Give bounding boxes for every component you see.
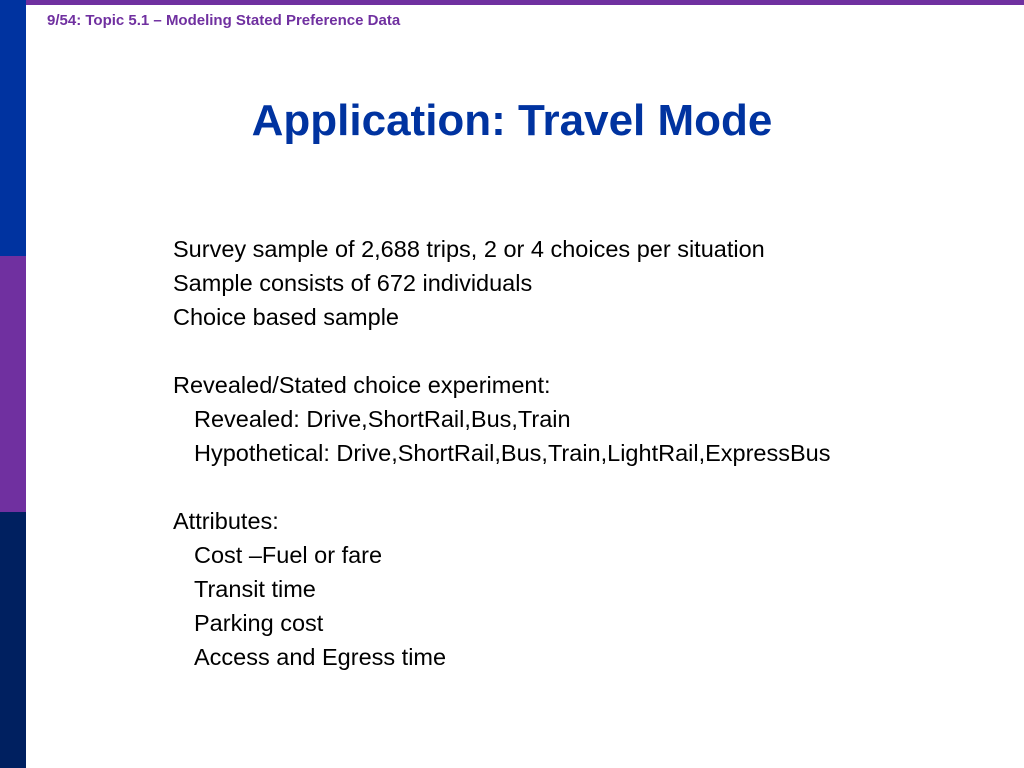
side-bar-purple-segment [0,256,26,512]
spacer [173,334,993,368]
top-accent-bar [0,0,1024,5]
experiment-heading: Revealed/Stated choice experiment: [173,372,551,398]
slide-body [173,232,993,674]
slide-header: 9/54: Topic 5.1 – Modeling Stated Preference Data [47,12,401,29]
sample-line-choice-based: Choice based sample [173,304,399,330]
experiment-item-hypothetical: Hypothetical: Drive,ShortRail,Bus,Train,LightRail,ExpressBus [194,440,831,466]
attribute-item-parking-cost: Parking cost [194,610,324,636]
attribute-item-cost: Cost –Fuel or fare [194,542,383,568]
attribute-item-access-egress-time: Access and Egress time [194,644,447,670]
side-bar-navy-segment [0,512,26,768]
attributes-heading: Attributes: [173,508,279,534]
sample-line-individuals: Sample consists of 672 individuals [173,270,533,296]
experiment-item-revealed: Revealed: Drive,ShortRail,Bus,Train [194,406,571,432]
sample-line-trips: Survey sample of 2,688 trips, 2 or 4 choices per situation [173,236,765,262]
slide-title: Application: Travel Mode [251,96,773,145]
attribute-item-transit-time: Transit time [194,576,316,602]
spacer [173,470,993,504]
